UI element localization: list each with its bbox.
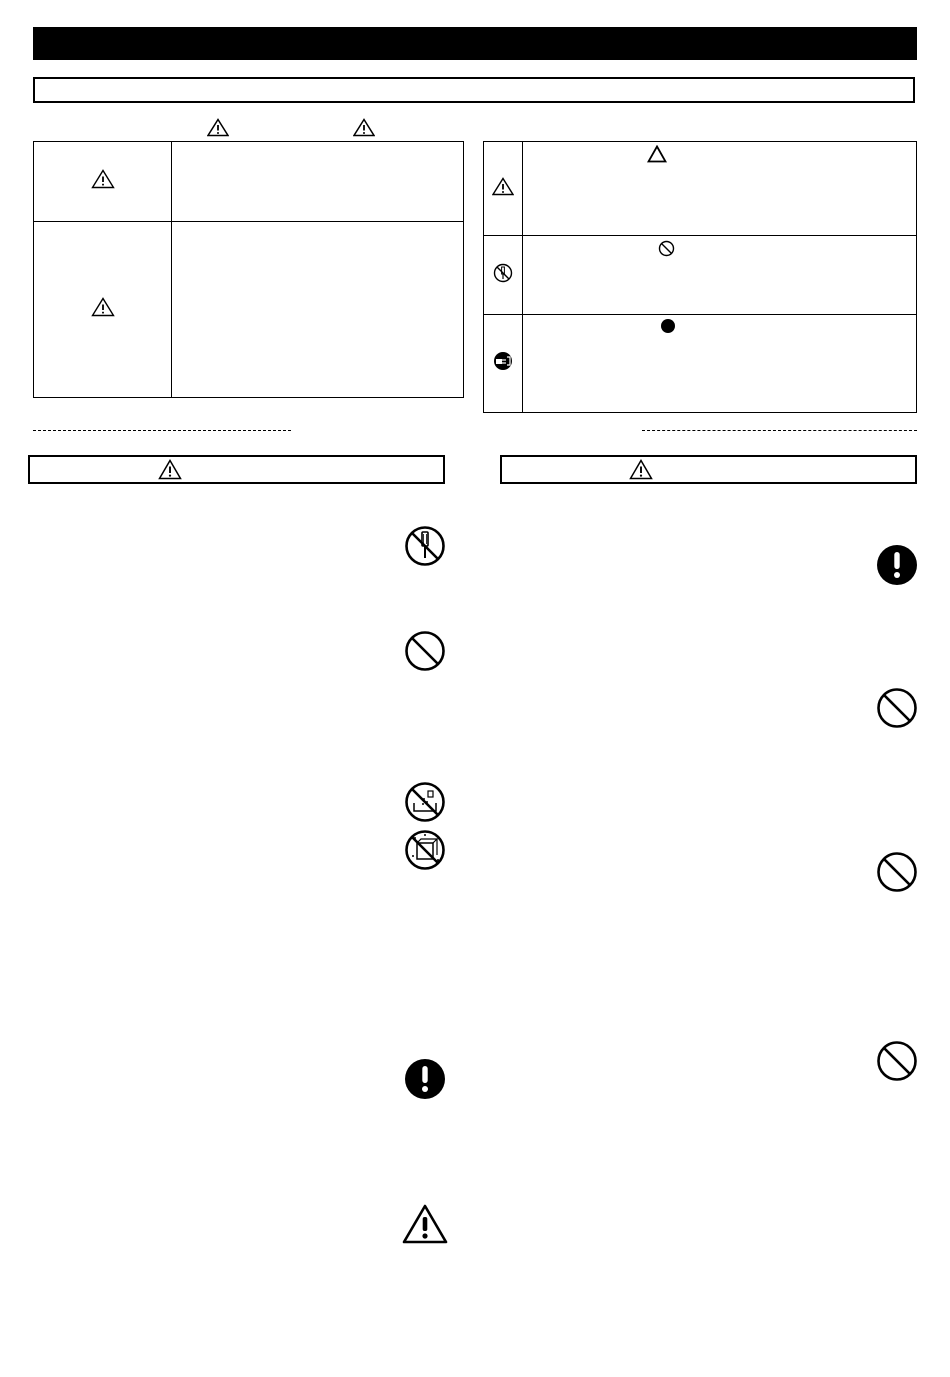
legend-text-cell [172,142,464,222]
dashed-divider [642,430,917,431]
mandatory-action-icon [404,1058,446,1100]
warning-triangle-icon [207,118,229,137]
no-water-icon [404,781,446,823]
warning-triangle-icon [353,118,375,137]
warning-triangle-icon [91,169,115,189]
warning-triangle-icon [629,459,653,480]
warning-triangle-icon [91,297,115,317]
legend-icon-cell [34,222,172,398]
prohibition-circle-icon [658,240,675,257]
left-section-heading [28,455,445,484]
legend-text-cell [523,236,917,315]
outline-triangle-icon [647,145,667,163]
prohibition-icon [404,630,446,672]
prohibition-icon [876,1040,918,1082]
legend-row [484,142,917,236]
sub-heading-box [33,77,915,103]
no-wet-location-icon [404,829,446,871]
right-legend-table [483,141,917,413]
legend-text-cell [523,315,917,413]
solid-circle-icon [660,318,676,334]
dashed-divider [33,430,291,431]
prohibition-icon [876,851,918,893]
legend-row [34,222,464,398]
mandatory-action-icon [876,544,918,586]
legend-icon-cell [34,142,172,222]
legend-row [34,142,464,222]
no-disassemble-icon [493,263,513,283]
right-section-heading [500,455,917,484]
prohibition-icon [876,687,918,729]
left-legend-table [33,141,464,398]
legend-icon-cell [484,236,523,315]
legend-icon-cell [484,142,523,236]
unplug-icon [493,351,513,371]
legend-text-cell [172,222,464,398]
legend-row [484,236,917,315]
legend-row [484,315,917,413]
title-bar [33,27,917,60]
warning-triangle-icon [158,459,182,480]
warning-triangle-icon [492,177,514,196]
legend-icon-cell [484,315,523,413]
caution-triangle-icon [402,1203,448,1245]
legend-text-cell [523,142,917,236]
no-disassemble-icon [404,525,446,567]
